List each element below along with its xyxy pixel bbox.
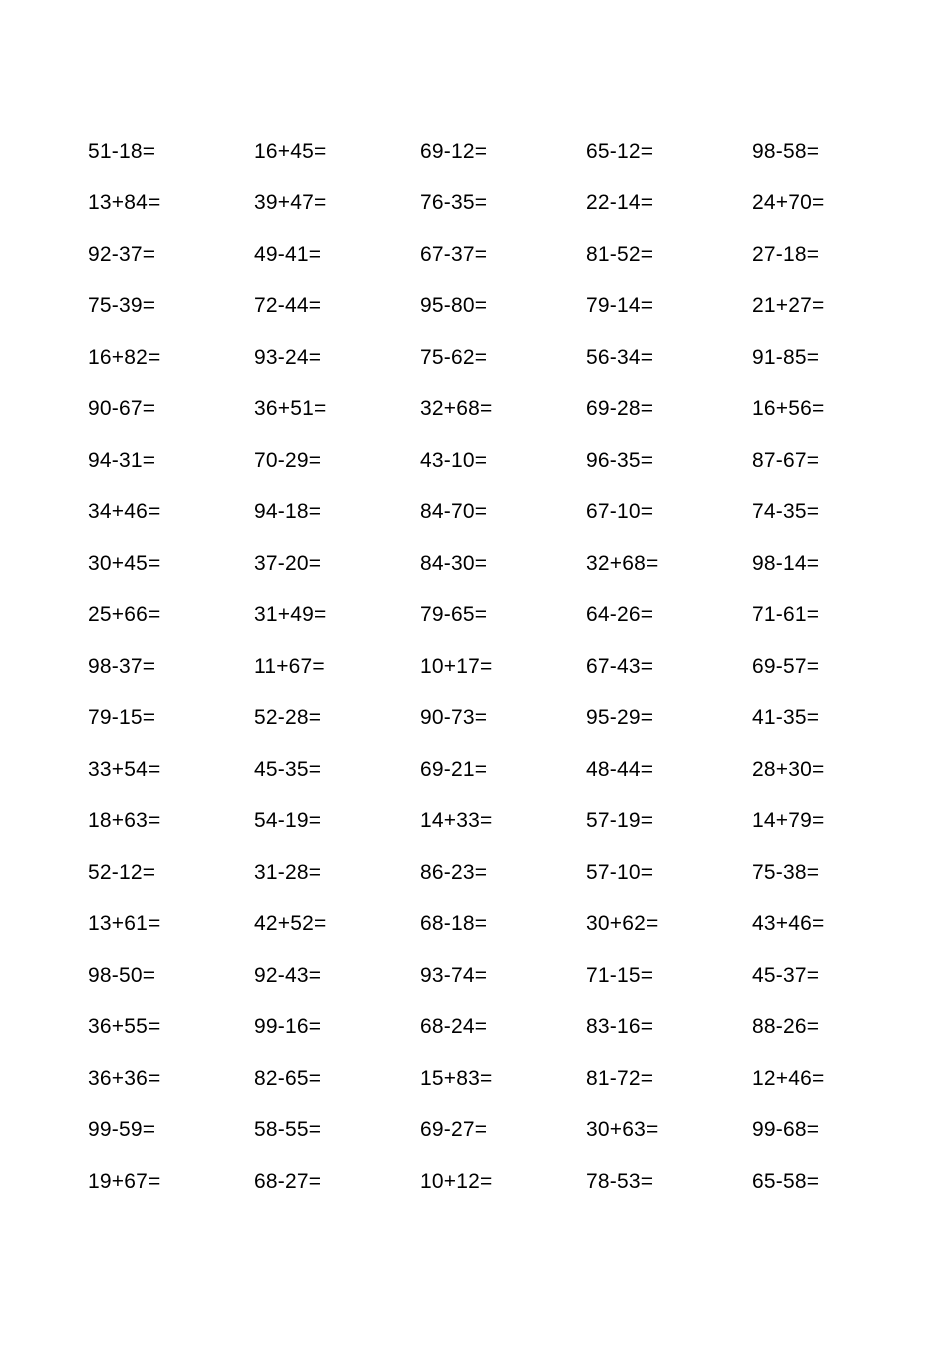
math-problem: 99-16= — [254, 1015, 322, 1039]
math-problem: 54-19= — [254, 809, 322, 833]
math-problem: 65-58= — [752, 1169, 820, 1193]
math-problem: 65-12= — [586, 139, 654, 163]
math-problem: 88-26= — [752, 1015, 820, 1039]
math-problem: 67-10= — [586, 500, 654, 524]
math-problem: 49-41= — [254, 242, 322, 266]
problem-row — [88, 281, 918, 333]
math-problem: 67-43= — [586, 654, 654, 678]
problem-row — [88, 435, 918, 487]
problem-row — [88, 487, 918, 539]
math-problem: 36+36= — [88, 1066, 161, 1090]
math-problem: 22-14= — [586, 191, 654, 215]
math-problem: 51-18= — [88, 139, 156, 163]
problem-row — [88, 1053, 918, 1105]
math-problem: 98-58= — [752, 139, 820, 163]
math-problem: 32+68= — [586, 551, 659, 575]
math-problem: 58-55= — [254, 1118, 322, 1142]
math-problem: 37-20= — [254, 551, 322, 575]
math-problem: 70-29= — [254, 448, 322, 472]
math-problem: 34+46= — [88, 500, 161, 524]
math-problem: 21+27= — [752, 294, 825, 318]
problem-row — [88, 332, 918, 384]
problem-row — [88, 590, 918, 642]
math-problem: 94-31= — [88, 448, 156, 472]
math-problem: 91-85= — [752, 345, 820, 369]
math-problem: 18+63= — [88, 809, 161, 833]
math-problem: 78-53= — [586, 1169, 654, 1193]
problem-row — [88, 1002, 918, 1054]
math-problem: 84-30= — [420, 551, 488, 575]
math-problem: 43-10= — [420, 448, 488, 472]
math-problem: 98-14= — [752, 551, 820, 575]
math-problem: 24+70= — [752, 191, 825, 215]
problem-row — [88, 229, 918, 281]
math-problem: 76-35= — [420, 191, 488, 215]
math-problem: 94-18= — [254, 500, 322, 524]
math-problem: 90-67= — [88, 397, 156, 421]
math-problem: 45-35= — [254, 757, 322, 781]
math-problem: 71-15= — [586, 963, 654, 987]
math-problem: 15+83= — [420, 1066, 493, 1090]
math-problem: 79-15= — [88, 706, 156, 730]
math-problem: 83-16= — [586, 1015, 654, 1039]
math-problem: 16+45= — [254, 139, 327, 163]
problem-row — [88, 641, 918, 693]
problem-row — [88, 796, 918, 848]
math-problem: 82-65= — [254, 1066, 322, 1090]
math-problem: 14+33= — [420, 809, 493, 833]
math-problem: 10+17= — [420, 654, 493, 678]
math-problem: 69-27= — [420, 1118, 488, 1142]
math-problem: 14+79= — [752, 809, 825, 833]
math-problem: 43+46= — [752, 912, 825, 936]
math-problem: 81-72= — [586, 1066, 654, 1090]
math-problem: 84-70= — [420, 500, 488, 524]
math-problem: 81-52= — [586, 242, 654, 266]
math-problem: 68-27= — [254, 1169, 322, 1193]
math-problem: 31-28= — [254, 860, 322, 884]
math-problem: 90-73= — [420, 706, 488, 730]
math-problem: 95-29= — [586, 706, 654, 730]
math-problem: 32+68= — [420, 397, 493, 421]
math-problem: 69-28= — [586, 397, 654, 421]
math-problem: 72-44= — [254, 294, 322, 318]
math-problem: 57-10= — [586, 860, 654, 884]
problem-row — [88, 1156, 918, 1208]
problem-row — [88, 1105, 918, 1157]
problem-row — [88, 126, 918, 178]
problem-row — [88, 899, 918, 951]
math-problem: 98-37= — [88, 654, 156, 678]
math-problem: 25+66= — [88, 603, 161, 627]
problem-row — [88, 538, 918, 590]
math-problem: 99-59= — [88, 1118, 156, 1142]
math-problem: 56-34= — [586, 345, 654, 369]
math-problem: 36+55= — [88, 1015, 161, 1039]
math-problem: 69-21= — [420, 757, 488, 781]
math-problem: 31+49= — [254, 603, 327, 627]
math-problem: 12+46= — [752, 1066, 825, 1090]
math-problem: 11+67= — [254, 654, 325, 678]
math-problem: 52-28= — [254, 706, 322, 730]
math-problem: 19+67= — [88, 1169, 161, 1193]
problem-row — [88, 384, 918, 436]
math-problem: 93-74= — [420, 963, 488, 987]
math-problem: 30+62= — [586, 912, 659, 936]
math-problem: 68-18= — [420, 912, 488, 936]
math-problem: 16+56= — [752, 397, 825, 421]
math-problem: 75-62= — [420, 345, 488, 369]
math-problem: 69-12= — [420, 139, 488, 163]
math-problem: 92-37= — [88, 242, 156, 266]
math-problem: 39+47= — [254, 191, 327, 215]
math-problem: 74-35= — [752, 500, 820, 524]
math-problem: 33+54= — [88, 757, 161, 781]
math-problem: 10+12= — [420, 1169, 493, 1193]
math-problem: 98-50= — [88, 963, 156, 987]
math-problem: 79-14= — [586, 294, 654, 318]
math-problem: 99-68= — [752, 1118, 820, 1142]
math-problem: 92-43= — [254, 963, 322, 987]
math-problem: 67-37= — [420, 242, 488, 266]
math-problem: 52-12= — [88, 860, 156, 884]
math-problem: 45-37= — [752, 963, 820, 987]
problem-row — [88, 847, 918, 899]
math-problem: 75-38= — [752, 860, 820, 884]
math-problem: 75-39= — [88, 294, 156, 318]
math-problem: 30+45= — [88, 551, 161, 575]
math-problem: 27-18= — [752, 242, 820, 266]
math-problem: 79-65= — [420, 603, 488, 627]
math-problem: 86-23= — [420, 860, 488, 884]
math-problem: 68-24= — [420, 1015, 488, 1039]
math-problem: 41-35= — [752, 706, 820, 730]
math-problem: 71-61= — [752, 603, 820, 627]
problem-row — [88, 950, 918, 1002]
math-problem: 87-67= — [752, 448, 820, 472]
math-problem: 93-24= — [254, 345, 322, 369]
math-problem: 48-44= — [586, 757, 654, 781]
math-problem: 95-80= — [420, 294, 488, 318]
math-problem: 28+30= — [752, 757, 825, 781]
math-problem: 16+82= — [88, 345, 161, 369]
math-problem: 13+84= — [88, 191, 161, 215]
math-problem: 96-35= — [586, 448, 654, 472]
problem-row — [88, 693, 918, 745]
arithmetic-worksheet — [88, 126, 918, 1208]
math-problem: 13+61= — [88, 912, 161, 936]
math-problem: 36+51= — [254, 397, 327, 421]
problem-row — [88, 178, 918, 230]
math-problem: 57-19= — [586, 809, 654, 833]
math-problem: 69-57= — [752, 654, 820, 678]
math-problem: 64-26= — [586, 603, 654, 627]
problem-row — [88, 744, 918, 796]
math-problem: 42+52= — [254, 912, 327, 936]
math-problem: 30+63= — [586, 1118, 659, 1142]
